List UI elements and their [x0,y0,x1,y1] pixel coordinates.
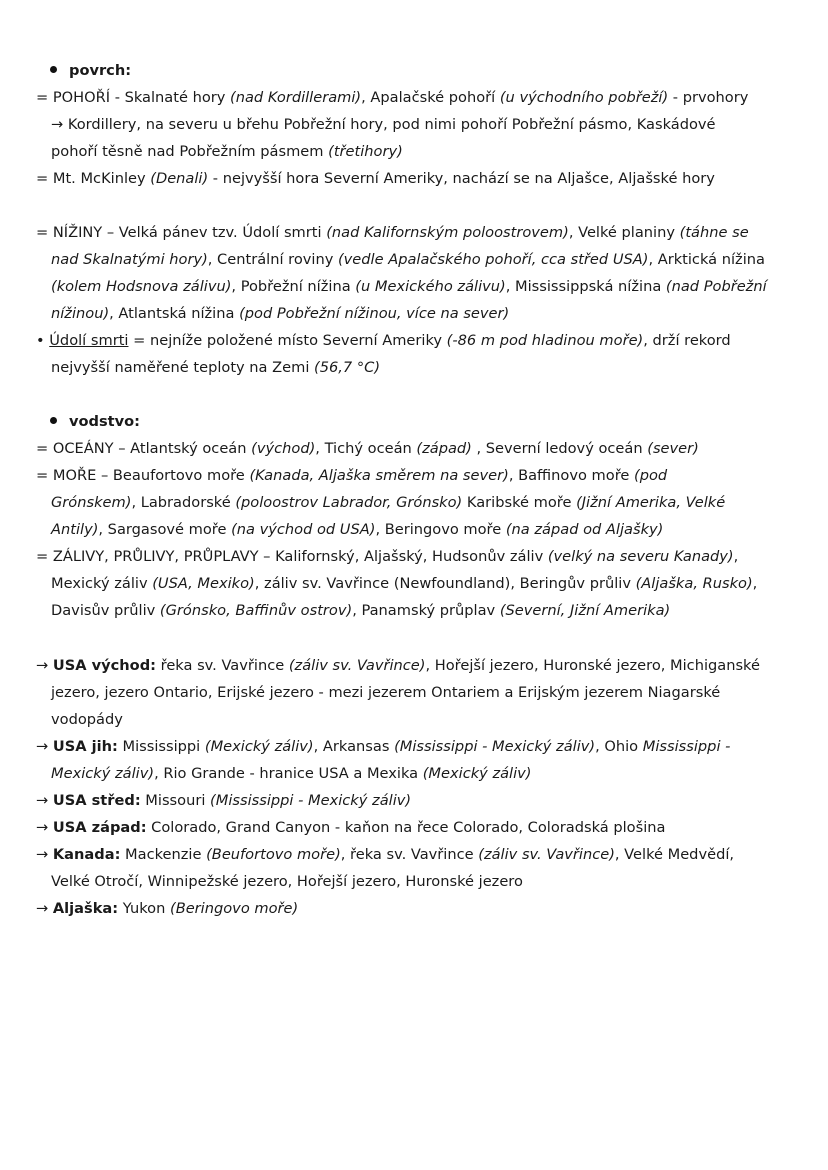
text-run: , Sargasové moře [98,521,232,538]
text-line [36,327,806,354]
text-line [36,273,806,300]
text-run: , Panamský průplav [352,602,500,619]
text-line [36,679,806,706]
text-run: , [733,548,739,565]
text-line [36,516,806,543]
text-line [36,138,806,165]
text-run: → [36,846,53,863]
text-line [36,84,806,111]
text-line [36,570,806,597]
term-underlined: Údolí smrti [49,332,129,349]
text-run: , Apalačské pohoří [361,89,500,106]
text-run: → [36,900,53,917]
text-run: = nejníže položené místo Severní Ameriky [128,332,447,349]
note-italic: Grónskem) [51,494,132,511]
text-line [36,111,806,138]
note-italic: (vedle Apalačského pohoří, cca střed USA) [337,251,649,268]
text-run: vodopády [51,711,123,728]
text-run: , Beringovo moře [375,521,506,538]
note-italic: (u Mexického zálivu) [355,278,506,295]
text-run: Colorado, Grand Canyon - kaňon na řece Colorado, Coloradská plošina [146,819,666,836]
note-italic: (kolem Hodsnova zálivu) [51,278,232,295]
text-run: → [36,738,53,755]
note-italic: (třetihory) [328,143,403,160]
text-run: Mississippi [117,738,205,755]
text-line [36,489,806,516]
note-italic: (nad Pobřežní [665,278,767,295]
note-italic: (na východ od USA) [231,521,376,538]
note-italic: (Mississippi - Mexický záliv) [394,738,596,755]
note-italic: (Denali) [150,170,209,187]
note-italic: Antily) [51,521,99,538]
text-run: → [36,819,53,836]
text-line [36,814,806,841]
text-line [36,462,806,489]
text-line [36,706,806,733]
text-run: , Ohio [595,738,643,755]
text-run: , Velké planiny [568,224,680,241]
note-italic: (Jižní Amerika, Velké [576,494,726,511]
text-line [36,435,806,462]
note-italic: Mexický záliv) [51,765,155,782]
text-run: , Pobřežní nížina [231,278,356,295]
label-bold: USA střed: [52,792,141,809]
note-italic: Mississippi - [642,738,731,755]
text-run: , Hořejší jezero, Huronské jezero, Michiganské [425,657,760,674]
text-run: , [752,575,758,592]
text-run: , řeka sv. Vavřince [340,846,479,863]
bullet-icon [50,417,57,424]
note-italic: (Beufortovo moře) [206,846,341,863]
text-run: jezero, jezero Ontario, Erijské jezero - mezi jezerem Ontariem a Erijským jezerem Niagarské [51,684,721,701]
water-block [36,435,806,624]
note-italic: (na západ od Aljašky) [505,521,664,538]
text-line [36,354,806,381]
surface-block [36,84,806,192]
text-run: = Mt. McKinley [36,170,151,187]
text-line [36,219,806,246]
text-run: řeka sv. Vavřince [156,657,289,674]
note-italic: (východ) [251,440,316,457]
text-run: = ZÁLIVY, PRŮLIVY, PRŮPLAVY – Kalifornský, Aljašský, Hudsonův záliv [36,548,548,565]
text-run: , Severní ledový oceán [471,440,648,457]
text-run: , Rio Grande - hranice USA a Mexika [154,765,423,782]
note-italic: (u východního pobřeží) [499,89,669,106]
text-run: Davisův průliv [51,602,160,619]
note-italic: (pod [634,467,668,484]
note-italic: (Aljaška, Rusko) [635,575,753,592]
text-run: , drží rekord [643,332,731,349]
label-bold: USA jih: [52,738,118,755]
note-italic: nížinou) [51,305,110,322]
text-run: Mexický záliv [51,575,153,592]
text-run: - prvohory [668,89,749,106]
note-italic: (nad Kordillerami) [230,89,362,106]
note-italic: (nad Kalifornským poloostrovem) [326,224,569,241]
text-run: Mackenzie [120,846,207,863]
note-italic: (pod Pobřežní nížinou, více na sever) [239,305,510,322]
text-line [36,787,806,814]
note-italic: (Kanada, Aljaška směrem na sever) [249,467,509,484]
text-line [36,165,806,192]
text-run: , Tichý oceán [315,440,417,457]
note-italic: (záliv sv. Vavřince) [288,657,426,674]
note-italic: nad Skalnatými hory) [51,251,208,268]
text-line [36,841,806,868]
note-italic: (-86 m pod hladinou moře) [446,332,644,349]
text-run: - nejvyšší hora Severní Ameriky, nachází se na Aljašce, Aljašské hory [208,170,715,187]
note-italic: (Beringovo moře) [170,900,299,917]
text-line [36,652,806,679]
note-italic: (velký na severu Kanady) [547,548,734,565]
note-italic: (Mexický záliv) [422,765,532,782]
rivers-block [36,652,806,922]
text-run: Missouri [140,792,211,809]
text-run: = MOŘE – Beaufortovo moře [36,467,250,484]
text-run: , záliv sv. Vavřince (Newfoundland), Beringův průliv [254,575,636,592]
text-line [36,760,806,787]
heading-water: vodstvo: [36,408,820,435]
note-italic: (56,7 °C) [314,359,381,376]
text-run: , Centrální roviny [207,251,338,268]
text-run: → Kordillery, na severu u břehu Pobřežní hory, pod nimi pohoří Pobřežní pásmo, Kaskádové [51,116,716,133]
text-line [36,733,806,760]
text-run: nejvyšší naměřené teploty na Zemi [51,359,315,376]
text-run: • [36,332,50,349]
text-line [36,300,806,327]
text-run: Karibské moře [462,494,577,511]
text-run: = POHOŘÍ - Skalnaté hory [36,89,231,106]
text-line [36,543,806,570]
text-run: , Arktická nížina [648,251,765,268]
bullet-icon [50,66,57,73]
note-italic: (Mississippi - Mexický záliv) [210,792,412,809]
text-run: → [36,657,53,674]
label-bold: Kanada: [52,846,121,863]
note-italic: (poloostrov Labrador, Grónsko) [235,494,463,511]
text-run: , Baffinovo moře [508,467,634,484]
text-line [36,597,806,624]
text-run: → [36,792,53,809]
note-italic: (táhne se [679,224,749,241]
text-run: , Arkansas [313,738,395,755]
text-run: Yukon [118,900,170,917]
text-run: , Labradorské [131,494,236,511]
text-run: , Mississippská nížina [505,278,666,295]
label-bold: Aljaška: [52,900,119,917]
note-italic: (záliv sv. Vavřince) [478,846,615,863]
label-bold: USA západ: [52,819,147,836]
note-italic: (USA, Mexiko) [152,575,255,592]
note-italic: (Severní, Jižní Amerika) [499,602,671,619]
text-line [36,868,806,895]
lowlands-block [36,219,806,381]
text-run: = NÍŽINY – Velká pánev tzv. Údolí smrti [36,224,327,241]
text-run: Velké Otročí, Winnipežské jezero, Hořejší jezero, Huronské jezero [51,873,523,890]
note-italic: (Mexický záliv) [204,738,314,755]
text-run: pohoří těsně nad Pobřežním pásmem [51,143,329,160]
text-run: , Atlantská nížina [109,305,240,322]
note-italic: (sever) [647,440,699,457]
text-run: = OCEÁNY – Atlantský oceán [36,440,252,457]
text-line [36,246,806,273]
note-italic: (západ) [416,440,472,457]
note-italic: (Grónsko, Baffinův ostrov) [159,602,353,619]
label-bold: USA východ: [52,657,156,674]
text-line [36,895,806,922]
text-run: , Velké Medvědí, [614,846,735,863]
heading-surface: povrch: [36,57,820,84]
